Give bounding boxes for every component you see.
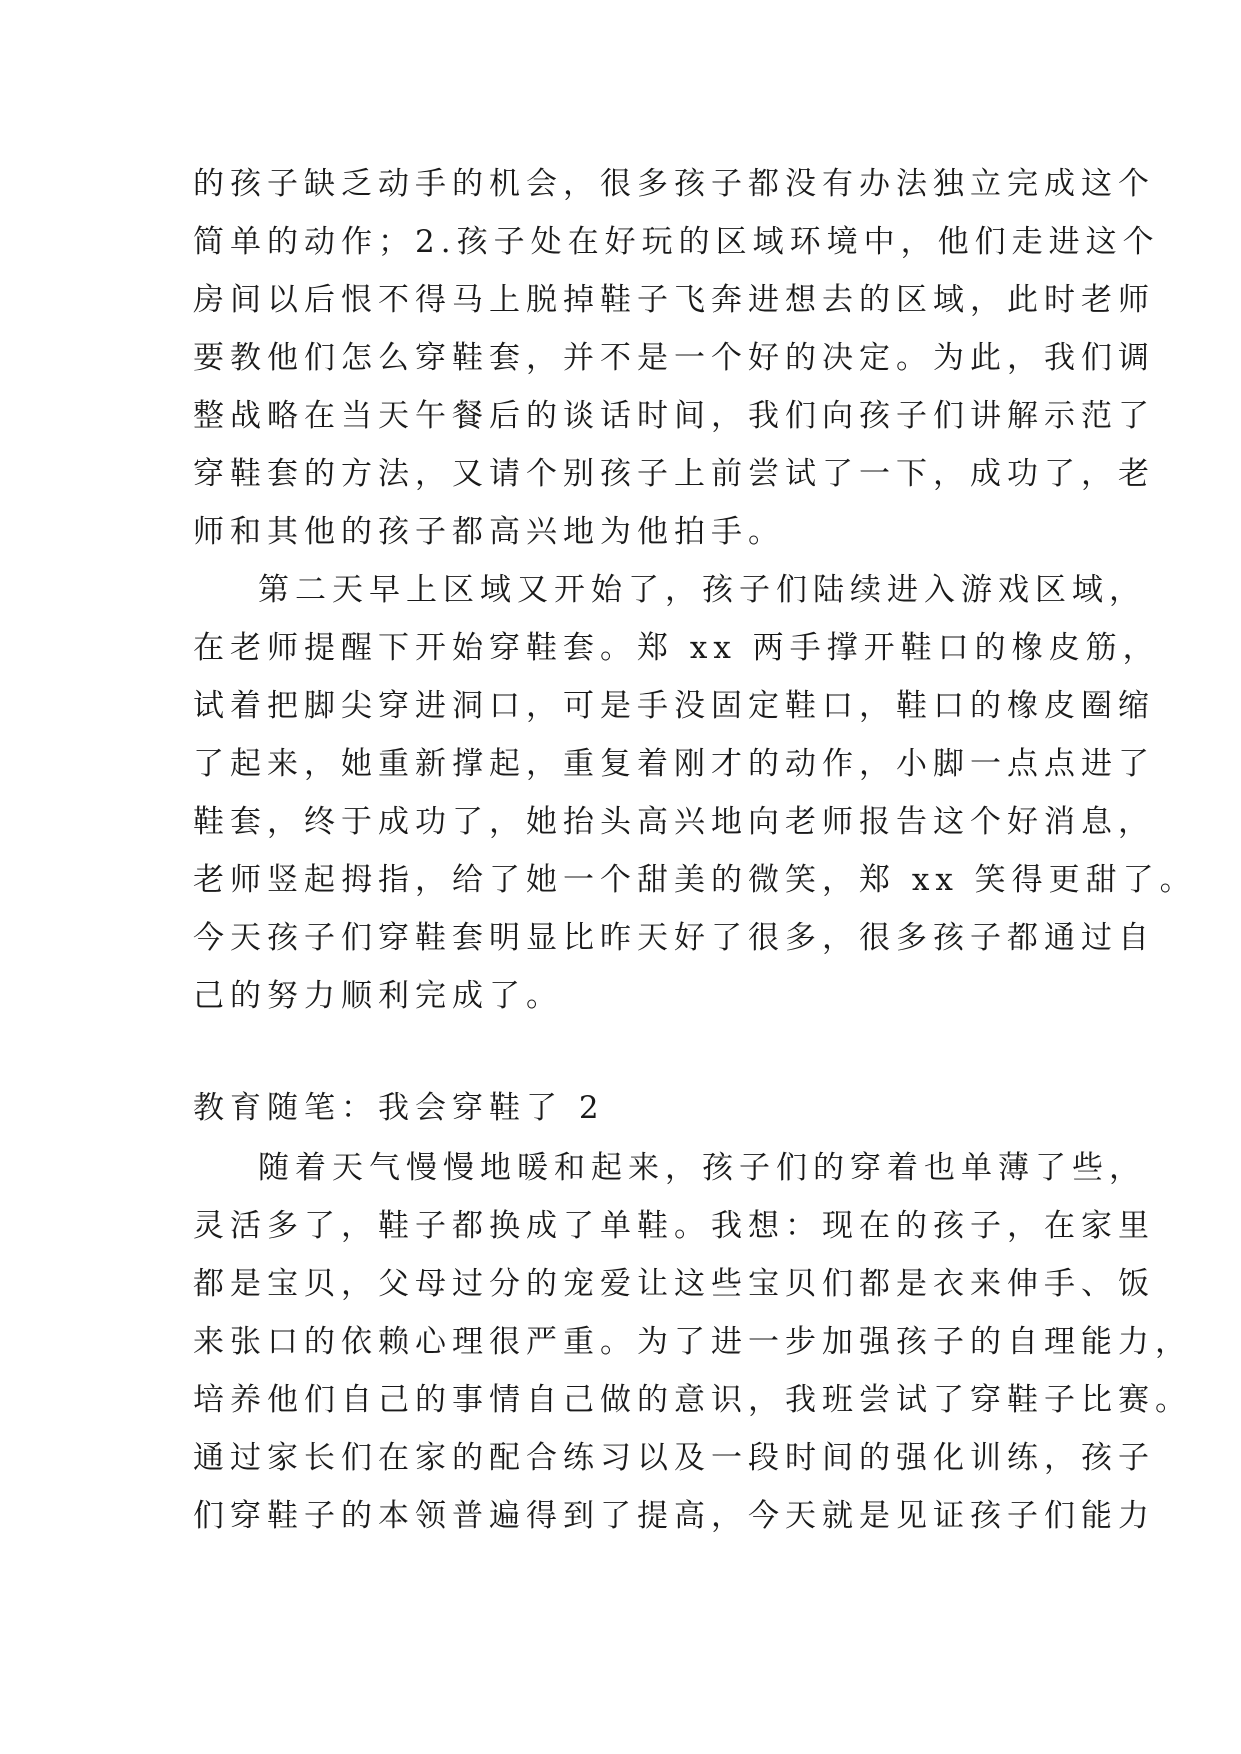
- text-line: 培养他们自己的事情自己做的意识，我班尝试了穿鞋子比赛。: [193, 1382, 1192, 1418]
- text-line: 己的努力顺利完成了。: [193, 978, 563, 1014]
- text-line: 在老师提醒下开始穿鞋套。郑 xx 两手撑开鞋口的橡皮筋，: [193, 630, 1160, 666]
- paragraph-first-line: 第二天早上区域又开始了，孩子们陆续进入游戏区域，: [258, 572, 1146, 608]
- text-line: 老师竖起拇指，给了她一个甜美的微笑，郑 xx 笑得更甜了。: [193, 862, 1197, 898]
- text-line: 鞋套，终于成功了，她抬头高兴地向老师报告这个好消息，: [193, 804, 1155, 840]
- text-line: 来张口的依赖心理很严重。为了进一步加强孩子的自理能力，: [193, 1324, 1192, 1360]
- text-line: 通过家长们在家的配合练习以及一段时间的强化训练，孩子: [193, 1440, 1155, 1476]
- text-line: 穿鞋套的方法，又请个别孩子上前尝试了一下，成功了，老: [193, 456, 1155, 492]
- text-line: 要教他们怎么穿鞋套，并不是一个好的决定。为此，我们调: [193, 340, 1155, 376]
- text-line: 整战略在当天午餐后的谈话时间，我们向孩子们讲解示范了: [193, 398, 1155, 434]
- text-line: 简单的动作；2.孩子处在好玩的区域环境中，他们走进这个: [193, 224, 1160, 260]
- text-line: 师和其他的孩子都高兴地为他拍手。: [193, 514, 785, 550]
- text-line: 灵活多了，鞋子都换成了单鞋。我想：现在的孩子，在家里: [193, 1208, 1155, 1244]
- text-line: 了起来，她重新撑起，重复着刚才的动作，小脚一点点进了: [193, 746, 1155, 782]
- text-line: 们穿鞋子的本领普遍得到了提高，今天就是见证孩子们能力: [193, 1498, 1155, 1534]
- text-line: 今天孩子们穿鞋套明显比昨天好了很多，很多孩子都通过自: [193, 920, 1155, 956]
- text-line: 房间以后恨不得马上脱掉鞋子飞奔进想去的区域，此时老师: [193, 282, 1155, 318]
- text-line: 都是宝贝，父母过分的宠爱让这些宝贝们都是衣来伸手、饭: [193, 1266, 1155, 1302]
- section-heading: 教育随笔：我会穿鞋了 2: [193, 1090, 605, 1126]
- text-line: 的孩子缺乏动手的机会，很多孩子都没有办法独立完成这个: [193, 166, 1155, 202]
- text-line: 试着把脚尖穿进洞口，可是手没固定鞋口，鞋口的橡皮圈缩: [193, 688, 1155, 724]
- paragraph-first-line: 随着天气慢慢地暖和起来，孩子们的穿着也单薄了些，: [258, 1150, 1146, 1186]
